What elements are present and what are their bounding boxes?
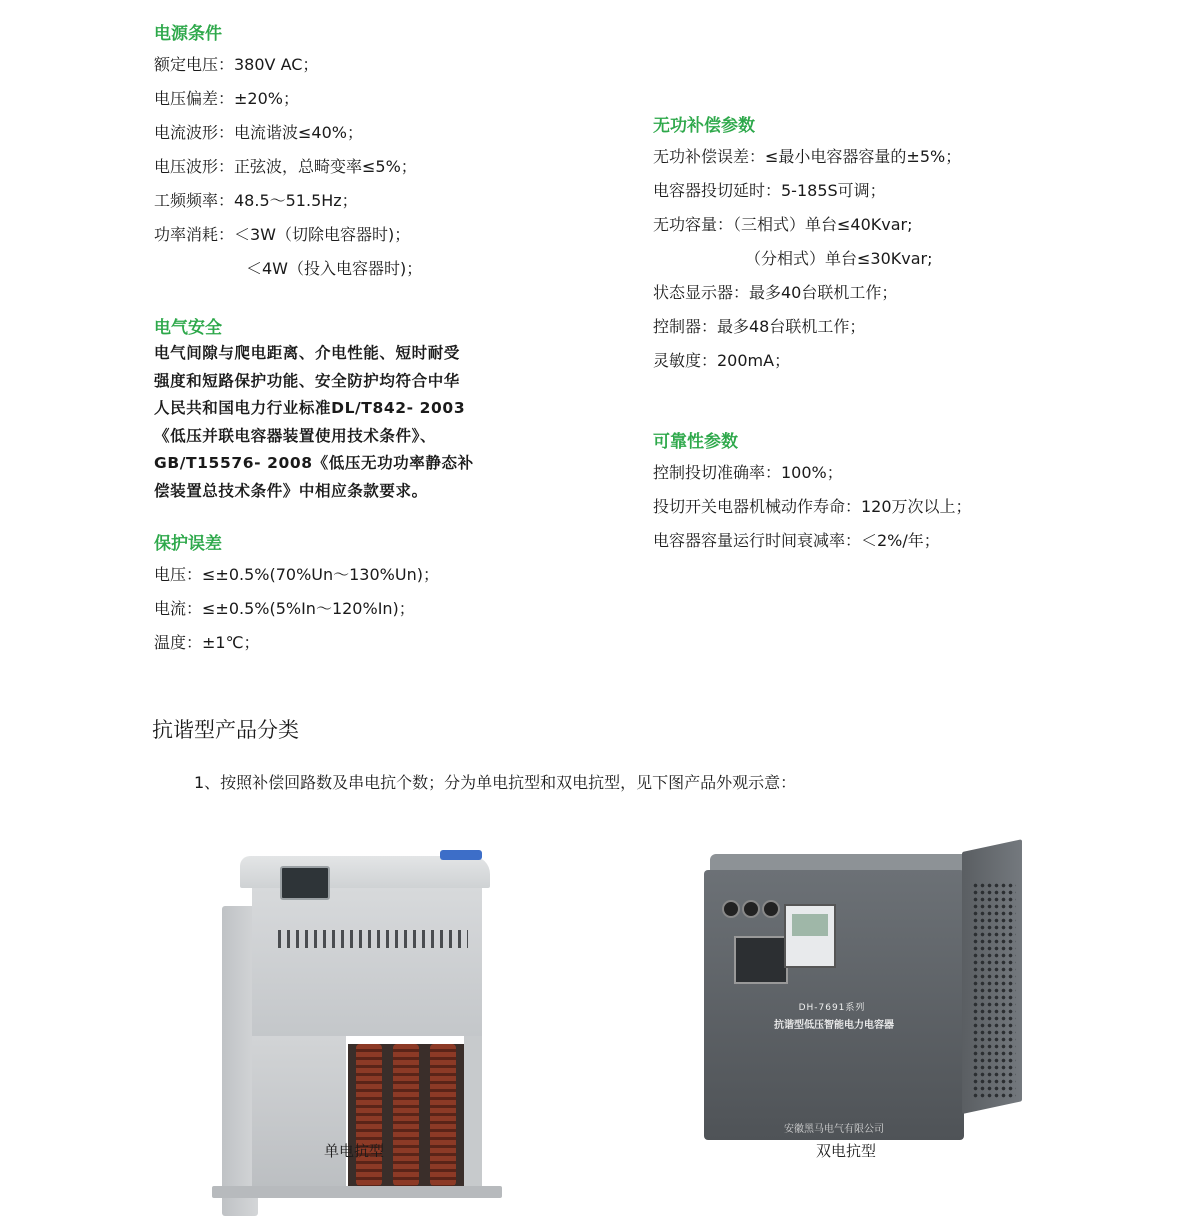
reliability-line: 控制投切准确率：100%； — [653, 463, 843, 482]
protection-line: 温度：±1℃； — [154, 633, 260, 652]
reactive-line-indented: （分相式）单台≤30Kvar; — [745, 249, 933, 268]
handle-icon — [440, 850, 482, 860]
cabinet-frame — [464, 1036, 482, 1186]
power-line: 电压波形：正弦波，总畸变率≤5%； — [154, 157, 417, 176]
reliability-line: 投切开关电器机械动作寿命：120万次以上； — [653, 497, 972, 516]
breaker-icon — [734, 936, 788, 984]
coil-icon — [393, 1044, 419, 1186]
safety-line: 偿装置总技术条件》中相应条款要求。 — [154, 481, 428, 500]
classification-intro: 1、按照补偿回路数及串电抗个数；分为单电抗型和双电抗型，见下图产品外观示意： — [194, 773, 797, 792]
reliability-line: 电容器容量运行时间衰减率：＜2%/年； — [653, 531, 940, 550]
reactor-coils — [348, 1044, 464, 1186]
coil-icon — [356, 1044, 382, 1186]
classification-heading: 抗谐型产品分类 — [152, 718, 299, 742]
power-line: 电压偏差：±20%； — [154, 89, 299, 108]
reactive-line: 电容器投切延时：5-185S可调； — [653, 181, 886, 200]
company-label: 安徽黑马电气有限公司 — [784, 1124, 884, 1135]
reactive-line: 灵敏度：200mA； — [653, 351, 791, 370]
reliability-title: 可靠性参数 — [653, 432, 738, 452]
vent-slots — [278, 930, 468, 948]
product-series-label: DH-7691系列 — [798, 1003, 866, 1013]
reactive-section — [653, 116, 961, 378]
safety-line: 人民共和国电力行业标准DL/T842- 2003 — [154, 399, 466, 418]
meter-screen — [792, 914, 828, 936]
reactive-line: 无功补偿误差：≤最小电容器容量的±5%； — [653, 147, 962, 166]
cabinet-body — [252, 880, 482, 1036]
power-title: 电源条件 — [154, 24, 222, 44]
power-line-indented: ＜4W（投入电容器时)； — [246, 259, 423, 278]
power-line: 功率消耗：＜3W（切除电容器时)； — [154, 225, 411, 244]
cabinet-top — [240, 856, 490, 888]
reliability-section — [653, 432, 972, 558]
perforated-vent — [972, 882, 1016, 1098]
double-reactor-caption: 双电抗型 — [815, 1142, 876, 1160]
reactive-line: 状态显示器：最多40台联机工作； — [653, 283, 898, 302]
reactive-line: 无功容量：（三相式）单台≤40Kvar; — [653, 215, 913, 234]
knob-icon — [762, 900, 780, 918]
coil-icon — [430, 1044, 456, 1186]
safety-section — [154, 318, 524, 506]
safety-title: 电气安全 — [154, 318, 222, 338]
cabinet-lower-panel — [252, 1036, 346, 1186]
reactive-line: 控制器：最多48台联机工作； — [653, 317, 866, 336]
double-reactor-cabinet-image — [704, 852, 1024, 1142]
power-section — [154, 24, 422, 286]
power-line: 电流波形：电流谐波≤40%； — [154, 123, 363, 142]
safety-line: GB/T15576- 2008《低压无功功率静态补 — [154, 454, 474, 473]
protection-line: 电流：≤±0.5%(5%In～120%In)； — [154, 599, 415, 618]
single-reactor-caption: 单电抗型 — [323, 1142, 384, 1160]
reactive-title: 无功补偿参数 — [653, 116, 755, 136]
safety-line: 《低压并联电容器装置使用技术条件》、 — [154, 426, 437, 445]
protection-title: 保护误差 — [154, 534, 222, 554]
product-name-label: 抗谐型低压智能电力电容器 — [774, 1020, 894, 1031]
protection-section — [154, 534, 439, 660]
safety-line: 强度和短路保护功能、安全防护均符合中华 — [154, 371, 460, 390]
meter-icon — [784, 904, 836, 968]
power-line: 额定电压：380V AC； — [154, 55, 319, 74]
knob-icon — [722, 900, 740, 918]
cabinet-front — [704, 870, 964, 1140]
knob-icon — [742, 900, 760, 918]
controller-display-icon — [280, 866, 330, 900]
cabinet-base — [212, 1186, 502, 1198]
power-line: 工频频率：48.5～51.5Hz； — [154, 191, 358, 210]
protection-line: 电压：≤±0.5%(70%Un～130%Un)； — [154, 565, 439, 584]
safety-line: 电气间隙与爬电距离、介电性能、短时耐受 — [154, 344, 460, 362]
